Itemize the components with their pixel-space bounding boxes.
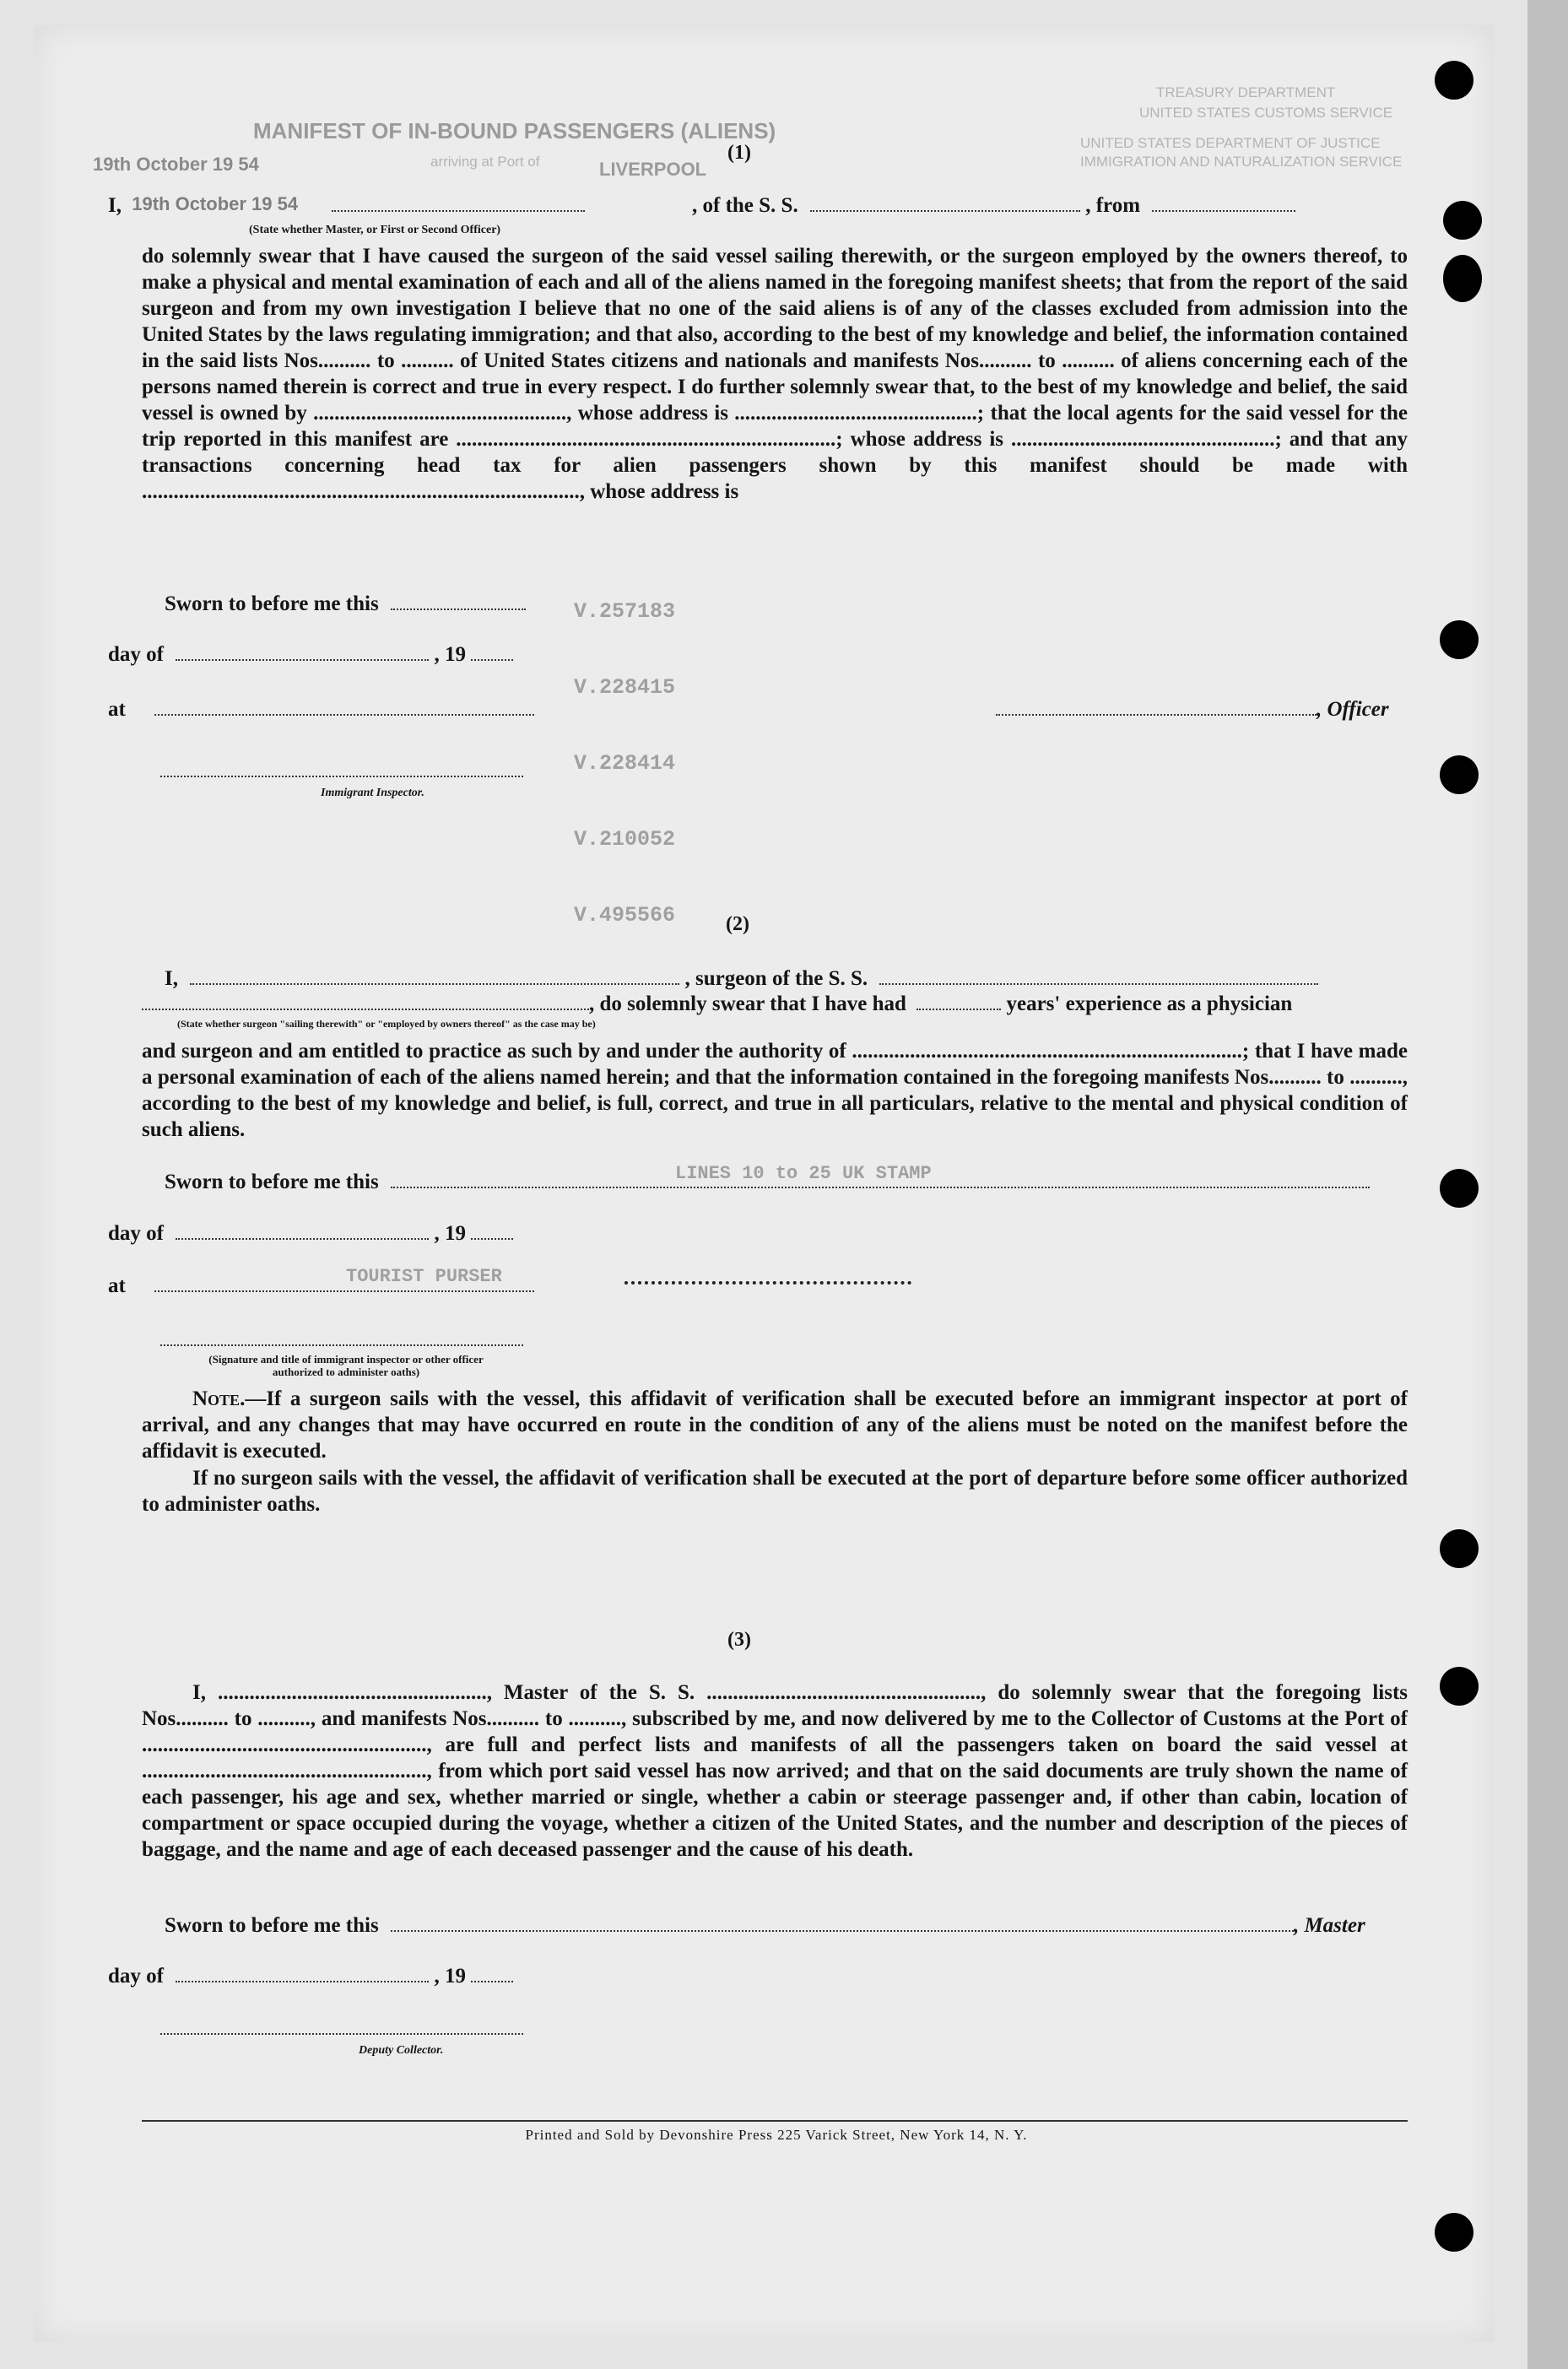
s1-nineteen: , 19 (434, 643, 466, 666)
officer-sign-line (996, 698, 1389, 722)
punch-hole (1440, 755, 1479, 794)
section-2-body: and surgeon and am entitled to practice as such by and under the authority of ..........................................................................; that I have made a personal examination of each of the aliens named herein; and that the information contained in the foregoing manifests Nos.......... to .........., according to the best of my knowledge and belief, is full, correct, and true in all particulars, relative to the mental and physical condition of such aliens. (142, 1040, 1408, 1141)
officer-signature-field[interactable] (996, 699, 1317, 716)
s2-years-field[interactable] (916, 993, 1001, 1010)
s2-signature-dots[interactable] (624, 1266, 911, 1285)
ghost-purser: TOURIST PURSER (346, 1266, 502, 1287)
s2-caption: (State whether surgeon "sailing therewith" or "employed by owners thereof" as the case may be) (177, 1018, 596, 1030)
s2-day-field[interactable] (176, 1223, 429, 1240)
s2-status-field[interactable] (142, 993, 589, 1010)
s1-day-field[interactable] (176, 644, 429, 661)
punch-hole (1440, 620, 1479, 659)
s2-day-label: day of (108, 1222, 164, 1245)
s3-sworn-field[interactable] (391, 1915, 1294, 1932)
punch-hole (1443, 255, 1482, 302)
s1-at-label: at (108, 698, 126, 721)
s2-swear: , do solemnly swear that I have had (589, 992, 906, 1015)
s1-at-line (108, 698, 534, 722)
s2-sworn-label: Sworn to before me this (165, 1171, 379, 1193)
manifest-page (34, 25, 1494, 2342)
s1-day-line (108, 643, 513, 667)
collector-label: Deputy Collector. (359, 2044, 444, 2057)
ghost-left-date: 19th October 19 54 (93, 154, 259, 175)
s2-second-line (142, 992, 1292, 1016)
s2-dotted-signature (624, 1266, 911, 1290)
s1-day-label: day of (108, 643, 164, 666)
s2-name-field[interactable] (190, 968, 679, 985)
section-1-opening (108, 194, 585, 218)
s2-signature-line (160, 1328, 523, 1352)
s1-year-field[interactable] (471, 644, 513, 661)
ghost-dept1: TREASURY DEPARTMENT (1156, 84, 1336, 100)
s1-sworn-line (165, 592, 526, 616)
ghost-dept2: UNITED STATES CUSTOMS SERVICE (1139, 105, 1393, 121)
of-the-ss-line (692, 194, 1295, 218)
ghost-arriving: arriving at Port of (430, 154, 540, 170)
s3-nineteen: , 19 (434, 1965, 466, 1988)
inspector-label: Immigrant Inspector. (321, 787, 424, 799)
s1-sworn-label: Sworn to before me this (165, 592, 379, 615)
section-1-caption: (State whether Master, or First or Second Officer) (249, 224, 501, 236)
s2-day-line (108, 1222, 513, 1246)
s2-signature-field[interactable] (160, 1329, 523, 1346)
ghost-nos5: V.495566 (574, 903, 676, 928)
collector-signature-field[interactable] (160, 2018, 523, 2035)
section-3-body: I, ..................................................., Master of the S. S. ...................................................., do solemnly swear that the foregoing lists Nos.......... to .........., and manifests Nos.......... to .........., subscribed by me, and now delivered by me to the Collector of Customs at the Port of ......................................................, are full and perfect lists and manifests of all the passengers taken on board the said vessel at ......................................................, from which port said vessel has now arrived; and that on the said documents are truly shown the name of each passenger, his age and sex, whether married or single, whether a cabin or steerage passenger and, if other than cabin, location of compartment or space occupied during the voyage, whether a citizen of the United States, and the number and description of the pieces of baggage, and the name and age of each deceased passenger and the cause of his death. (142, 1681, 1408, 1861)
s2-note-1 (142, 1386, 1408, 1464)
s3-year-field[interactable] (471, 1966, 513, 1982)
section-2-number: (2) (726, 913, 749, 935)
s1-sworn-field[interactable] (391, 593, 526, 610)
opening-I: I, (108, 194, 122, 217)
punch-hole (1440, 1169, 1479, 1208)
section-1-number: (1) (727, 142, 751, 164)
s2-note-2: If no surgeon sails with the vessel, the affidavit of verification shall be executed at the port of departure before some officer authorized to administer oaths. (142, 1467, 1408, 1516)
ghost-header (93, 76, 1468, 203)
s2-ship-field[interactable] (879, 968, 1318, 985)
ghost-city: LIVERPOOL (599, 159, 707, 180)
ghost-title: MANIFEST OF IN-BOUND PASSENGERS (ALIENS) (253, 118, 776, 143)
s2-nineteen: , 19 (434, 1222, 466, 1245)
s1-at-field[interactable] (154, 699, 534, 716)
printer-footer: Printed and Sold by Devonshire Press 225 Varick Street, New York 14, N. Y. (525, 2127, 1028, 2143)
footer-rule (142, 2120, 1408, 2122)
ship-name-field[interactable] (810, 195, 1080, 212)
s2-I: I, (165, 967, 178, 990)
s3-day-field[interactable] (176, 1966, 429, 1982)
inspector-signature-field[interactable] (160, 760, 523, 777)
of-the-ss-label: , of the S. S. (692, 194, 798, 217)
from-port-field[interactable] (1152, 195, 1295, 212)
master-label: , Master (1293, 1914, 1365, 1937)
ghost-nos1: V.257183 (574, 599, 676, 624)
ghost-lines: LINES 10 to 25 UK STAMP (675, 1163, 932, 1184)
ghost-nos2: V.228415 (574, 675, 676, 700)
punch-hole (1440, 1529, 1479, 1568)
handwritten-date: 19th October 19 54 (132, 193, 299, 214)
s2-at-label: at (108, 1274, 126, 1297)
s2-signature-caption: (Signature and title of immigrant inspector or other officer authorized to administer oaths) (208, 1353, 484, 1378)
ghost-dept4: IMMIGRATION AND NATURALIZATION SERVICE (1080, 154, 1403, 170)
s2-years-label: years' experience as a physician (1006, 992, 1293, 1015)
note-1-text: —If a surgeon sails with the vessel, this affidavit of verification shall be executed before an immigrant inspector at port of arrival, and any changes that may have occurred en route in the condition of any of the aliens must be noted on the manifest before the affidavit is executed. (142, 1387, 1408, 1463)
ghost-nos4: V.210052 (574, 827, 676, 852)
scanner-edge (1527, 0, 1568, 2369)
ghost-nos3: V.228414 (574, 751, 676, 776)
ghost-dept3: UNITED STATES DEPARTMENT OF JUSTICE (1080, 135, 1381, 151)
from-label: , from (1085, 194, 1141, 217)
section-3-number: (3) (727, 1629, 751, 1651)
punch-hole (1435, 2213, 1473, 2252)
inspector-line (160, 760, 523, 783)
officer-field[interactable] (332, 195, 585, 212)
punch-hole (1435, 61, 1473, 100)
s2-surgeon-of: , surgeon of the S. S. (684, 967, 868, 990)
s3-day-line (108, 1965, 513, 1988)
collector-line (160, 2017, 523, 2041)
s2-first-line (165, 967, 1318, 991)
s3-sworn-line (165, 1914, 1365, 1938)
punch-hole (1440, 1667, 1479, 1706)
punch-hole (1443, 201, 1482, 240)
note-label: Note. (192, 1387, 246, 1410)
s3-day-label: day of (108, 1965, 164, 1988)
s2-year-field[interactable] (471, 1223, 513, 1240)
section-1-body: do solemnly swear that I have caused the surgeon of the said vessel sailing therewith, or the surgeon employed by the owners thereof, to make a physical and mental examination of each and all of the aliens named in the foregoing manifest sheets; that from the report of the said surgeon and from my own investigation I believe that no one of the said aliens is of any of the classes excluded from admission into the United States by the laws regulating immigration; and that also, according to the best of my knowledge and belief, the information contained in the said lists Nos.......... to .......... of United States citizens and nationals and manifests Nos.......... to .......... of aliens concerning each of the persons named therein is correct and true in every respect. I do further solemnly swear that, to the best of my knowledge and belief, the said vessel is owned by ................................................, whose address is ..............................................; that the local agents for the said vessel for the trip reported in this manifest are ........................................................................; whose address is ..................................................; and that any transactions concerning head tax for alien passengers shown by this manifest should be made with ..................................................................................., whose address is (142, 245, 1408, 503)
s3-sworn-label: Sworn to before me this (165, 1914, 379, 1937)
officer-label: , Officer (1317, 698, 1389, 721)
